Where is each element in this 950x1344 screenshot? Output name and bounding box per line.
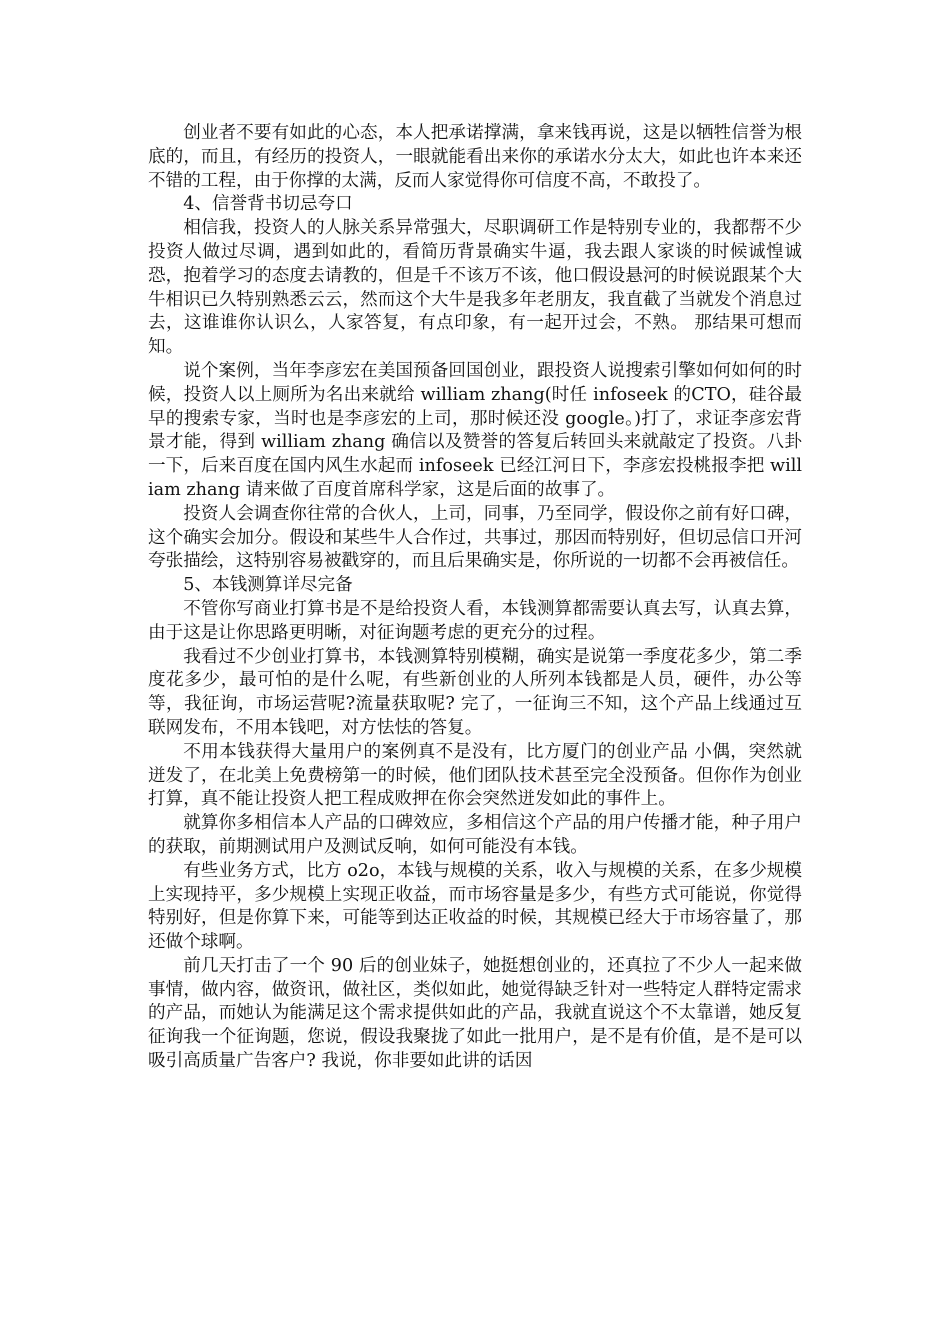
paragraph: 投资人会调查你往常的合伙人，上司，同事，乃至同学，假设你之前有好口碑，这个确实会加分。假设和某些牛人合作过，共事过，那因而特别好，但切忌信口开河夸张描绘，这特别容易被戳穿的，而且后果确实是，你所说的一切都不会再被信任。: [148, 503, 802, 572]
paragraph: 说个案例，当年李彦宏在美国预备回国创业，跟投资人说搜索引擎如何如何的时候，投资人以上厕所为名出来就给 william zhang(时任 infoseek 的CTO，硅谷最早的搜索专家，当时也是李彦宏的上司，那时候还没 google。)打了，求证李彦宏背景才能，得到 william zhang 确信以及赞誉的答复后转回头来就敲定了投资。八卦一下，后来百度在国内风生水起而 infoseek 已经江河日下，李彦宏投桃报李把 william zhang 请来做了百度首席科学家，这是后面的故事了。: [148, 360, 802, 500]
paragraph: 前几天打击了一个 90 后的创业妹子，她挺想创业的，还真拉了不少人一起来做事情，做内容，做资讯，做社区，类似如此，她觉得缺乏针对一些特定人群特定需求的产品，而她认为能满足这个需求提供如此的产品，我就直说这个不太靠谱，她反复征询我一个征询题，您说，假设我聚拢了如此一批用户，是不是有价值，是不是可以吸引高质量广告客户? 我说，你非要如此讲的话因: [148, 955, 802, 1072]
paragraph: 就算你多相信本人产品的口碑效应，多相信这个产品的用户传播才能，种子用户的获取，前期测试用户及测试反响，如何可能没有本钱。: [148, 813, 802, 857]
paragraph: 创业者不要有如此的心态，本人把承诺撑满，拿来钱再说，这是以牺牲信誉为根底的，而且，有经历的投资人，一眼就能看出来你的承诺水分太大，如此也许本来还不错的工程，由于你撑的太满，反而人家觉得你可信度不高，不敢投了。: [148, 123, 802, 191]
paragraph: 不用本钱获得大量用户的案例真不是没有，比方厦门的创业产品 小偶，突然就迸发了，在北美上免费榜第一的时候，他们团队技术甚至完全没预备。但你作为创业打算，真不能让投资人把工程成败押在你会突然迸发如此的事件上。: [148, 741, 802, 810]
paragraph: 相信我，投资人的人脉关系异常强大，尽职调研工作是特别专业的，我都帮不少投资人做过尽调，遇到如此的，看简历背景确实牛逼，我去跟人家谈的时候诚惶诚恐，抱着学习的态度去请教的，但是千不该万不该，他口假设悬河的时候说跟某个大牛相识已久特别熟悉云云，然而这个大牛是我多年老朋友，我直截了当就发个消息过去，这谁谁你认识么，人家答复，有点印象，有一起开过会，不熟。 那结果可想而知。: [148, 218, 802, 358]
section-heading: 4、信誉背书切忌夸口: [183, 194, 353, 215]
paragraph: 我看过不少创业打算书，本钱测算特别模糊，确实是说第一季度花多少，第二季度花多少，最可怕的是什么呢，有些新创业的人所列本钱都是人员，硬件，办公等等，我征询，市场运营呢?流量获取呢? 完了，一征询三不知，这个产品上线通过互联网发布，不用本钱吧，对方怯怯的答复。: [148, 646, 802, 738]
section-heading: 5、本钱测算详尽完备: [183, 575, 353, 596]
paragraph: 不管你写商业打算书是不是给投资人看，本钱测算都需要认真去写，认真去算，由于这是让你思路更明晰，对征询题考虑的更充分的过程。: [148, 598, 802, 643]
document-page: [148, 122, 802, 1074]
paragraph: 有些业务方式，比方 o2o，本钱与规模的关系，收入与规模的关系，在多少规模上实现持平，多少规模上实现正收益，而市场容量是多少，有些方式可能说，你觉得特别好，但是你算下来，可能等到达正收益的时候，其规模已经大于市场容量了，那还做个球啊。: [148, 860, 802, 953]
